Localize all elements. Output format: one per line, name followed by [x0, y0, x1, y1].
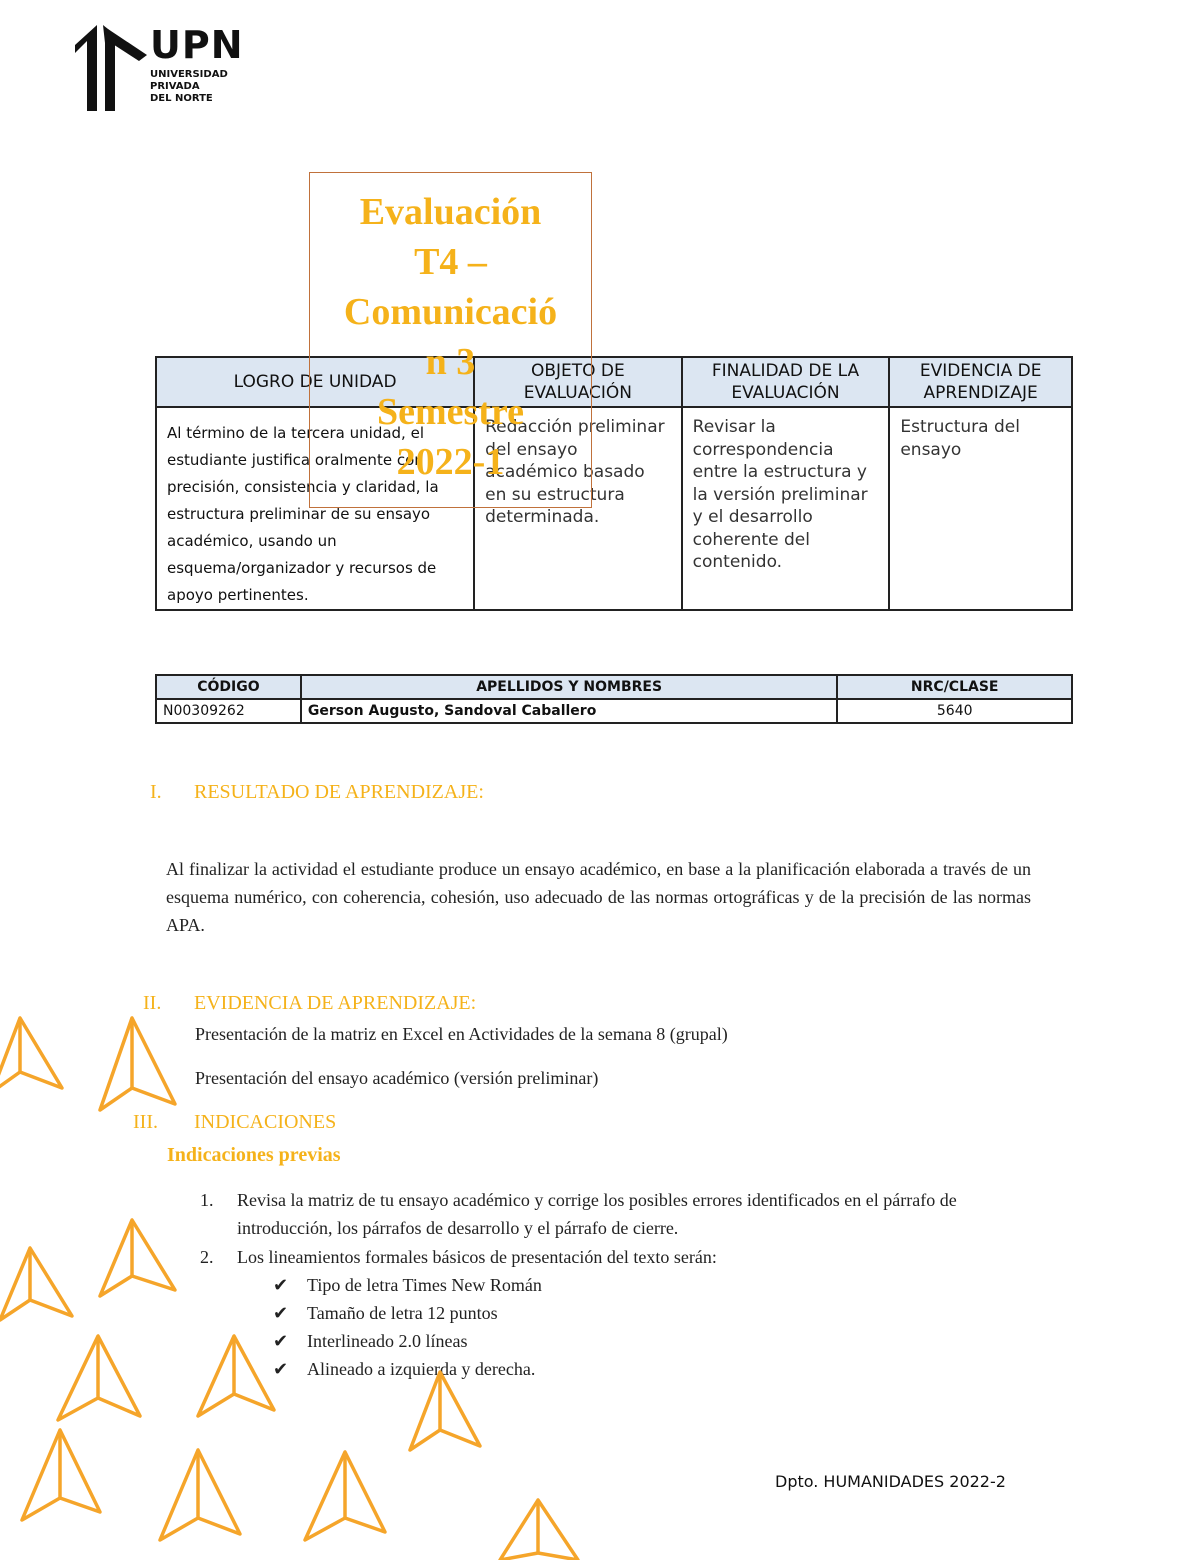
student-table-header-row [156, 675, 1072, 699]
section-2-title: EVIDENCIA DE APRENDIZAJE: [194, 992, 477, 1014]
logro-table-row [156, 407, 1072, 610]
check-item [273, 1299, 542, 1327]
check-item [273, 1271, 542, 1299]
checkmark-icon: ✔ [273, 1275, 289, 1295]
check-item-text: Tamaño de letra 12 puntos [307, 1303, 498, 1323]
logo-line-1: UNIVERSIDAD [150, 69, 228, 80]
check-item-text: Tipo de letra Times New Román [307, 1275, 542, 1295]
section-2-heading [143, 992, 476, 1015]
logro-table-header-row [156, 357, 1072, 407]
evidence-line-1: Presentación de la matriz en Excel en Actividades de la semana 8 (grupal) [195, 1024, 728, 1044]
upn-logo [75, 23, 244, 115]
cell-evidencia-aprendizaje: Estructura del ensayo [889, 407, 1072, 610]
header-objeto-evaluacion: OBJETO DE EVALUACIÓN [474, 357, 682, 407]
check-item-text: Interlineado 2.0 líneas [307, 1331, 468, 1351]
header-evidencia-aprendizaje: EVIDENCIA DE APRENDIZAJE [889, 357, 1072, 407]
check-item [273, 1327, 542, 1355]
section-2-number: II. [143, 992, 162, 1014]
student-table [155, 674, 1073, 724]
instruction-text-1: Revisa la matriz de tu ensayo académico y corrige los posibles errores identificados en el párrafo de introducción, los párrafos de desarrollo y el párrafo de cierre. [237, 1190, 957, 1238]
title-text-box [309, 172, 592, 508]
logro-table [155, 356, 1073, 611]
student-code: N00309262 [156, 699, 301, 723]
section-1-number: I. [150, 781, 162, 803]
cell-logro-unidad: Al término de la tercera unidad, el estudiante justifica oralmente con precisión, consistencia y claridad, la estructura preliminar de su ensayo académico, usando un esquema/organizador y recursos de apoyo pertinentes. [156, 407, 474, 610]
section-3-heading [133, 1111, 336, 1134]
header-apellidos-nombres: APELLIDOS Y NOMBRES [301, 675, 838, 699]
upn-logo-mark-icon [75, 25, 147, 113]
logo-line-2: PRIVADA [150, 81, 200, 92]
header-nrc-clase: NRC/CLASE [837, 675, 1072, 699]
header-codigo: CÓDIGO [156, 675, 301, 699]
cell-finalidad-evaluacion: Revisar la correspondencia entre la estructura y la versión preliminar y el desarrollo coherente del contenido. [682, 407, 890, 610]
footer-department: Dpto. HUMANIDADES 2022-2 [775, 1472, 1006, 1491]
check-item [273, 1355, 542, 1383]
checkmark-icon: ✔ [273, 1359, 289, 1379]
section-3-subtitle: Indicaciones previas [167, 1144, 341, 1166]
evaluation-title: Evaluación T4 – Comunicació n 3 Semestre 2022-1 [343, 191, 558, 483]
section-1-text: Al finalizar la actividad el estudiante produce un ensayo académico, en base a la planificación elaborada a través de un esquema numérico, con coherencia, cohesión, uso adecuado de las normas ortográficas y de la precisión de las normas APA. [166, 859, 1031, 935]
header-logro-unidad: LOGRO DE UNIDAD [156, 357, 474, 407]
instruction-item-2 [200, 1243, 1032, 1271]
student-name: Gerson Augusto, Sandoval Caballero [301, 699, 838, 723]
format-checklist [273, 1271, 542, 1383]
header-finalidad-evaluacion: FINALIDAD DE LA EVALUACIÓN [682, 357, 890, 407]
student-table-row [156, 699, 1072, 723]
evidence-line-2: Presentación del ensayo académico (versión preliminar) [195, 1068, 599, 1088]
instruction-text-2: Los lineamientos formales básicos de presentación del texto serán: [237, 1247, 717, 1267]
section-1-title: RESULTADO DE APRENDIZAJE: [194, 781, 484, 803]
section-3-title: INDICACIONES [194, 1111, 337, 1133]
instruction-number-1: 1. [200, 1190, 214, 1210]
section-3-number: III. [133, 1111, 158, 1133]
student-nrc: 5640 [837, 699, 1072, 723]
check-item-text: Alineado a izquierda y derecha. [307, 1359, 536, 1379]
cell-objeto-evaluacion: Redacción preliminar del ensayo académico basado en su estructura determinada. [474, 407, 682, 610]
instruction-number-2: 2. [200, 1247, 214, 1267]
logo-line-3: DEL NORTE [150, 93, 213, 104]
section-1-heading [150, 781, 484, 804]
instruction-item-1 [200, 1186, 1032, 1242]
checkmark-icon: ✔ [273, 1303, 289, 1323]
checkmark-icon: ✔ [273, 1331, 289, 1351]
logo-upn-text: UPN [150, 23, 244, 67]
